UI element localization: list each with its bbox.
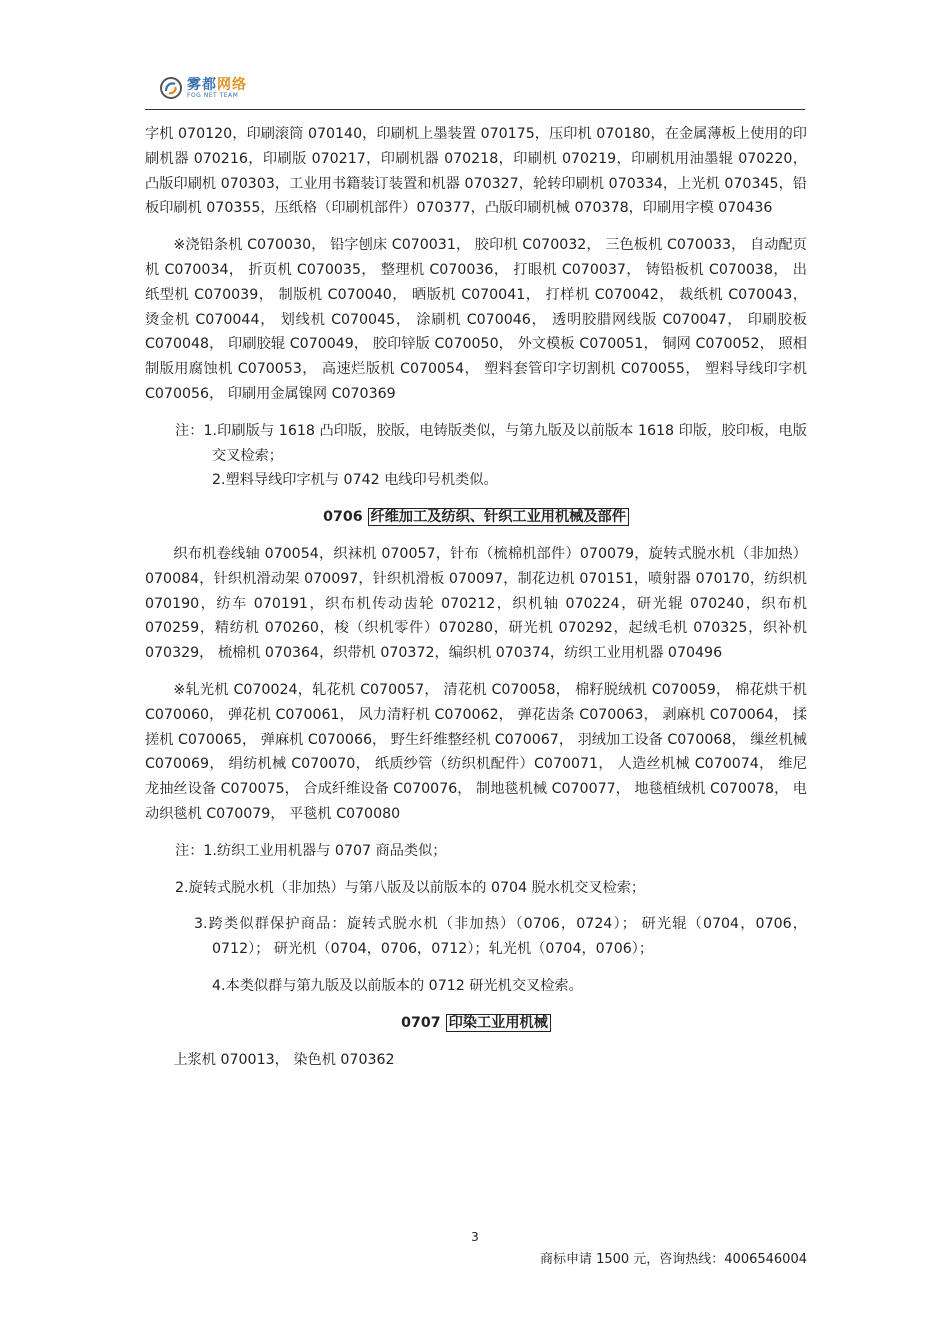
note-0705-item-1: 注：1.印刷版与 1618 凸印版，胶版，电铸版类似，与第九版及以前版本 1618 印版，胶印板，电版交叉检索； [175, 422, 807, 464]
note-0705-item-2: 2.塑料导线印字机与 0742 电线印号机类似。 [212, 472, 498, 489]
page-number: 3 [471, 1230, 479, 1244]
section-heading-0707: 0707 印染工业用机械 [145, 1011, 807, 1036]
paragraph-textile-c-codes: ※轧光机 C070024，轧花机 C070057， 清花机 C070058， 棉籽脱绒机 C070059， 棉花烘干机 C070060， 弹花机 C070061， 风力清籽机 C070062， 弹花齿条 C070063， 剥麻机 C070064， 揉搓机 C070065， 弹麻机 C070066， 野生纤维整经机 C070067， 羽绒加工设备 C070068， 缫丝机械 C070069， 绢纺机械 C070070， 纸质纱管（纺织机配件）C070071， 人造丝机械 C070074， 维尼龙抽丝设备 C070075， 合成纤维设备 C070076， 制地毯机械 C070077， 地毯植绒机 C070078， 电动织毯机 C070079， 平毯机 C070080 [145, 681, 807, 822]
paragraph-printing-c-codes: ※浇铅条机 C070030， 铅字刨床 C070031， 胶印机 C070032， 三色板机 C070033， 自动配页机 C070034， 折页机 C070035， 整理机 C070036， 打眼机 C070037， 铸铅板机 C070038， 出纸型机 C070039， 制版机 C070040， 晒版机 C070041， 打样机 C070042， 裁纸机 C070043， 烫金机 C070044， 划线机 C070045， 涂刷机 C070046， 透明胶腊网线版 C070047， 印刷胶板 C070048， 印刷胶辊 C070049， 胶印锌版 C070050， 外文模板 C070051， 铜网 C070052， 照相制版用腐蚀机 C070053， 高速烂版机 C070054， 塑料套管印字切割机 C070055， 塑料导线印字机 C070056， 印刷用金属镍网 C070369 [145, 237, 807, 402]
document-body [145, 122, 807, 1072]
page-header [145, 70, 805, 110]
footer-advertisement: 商标申请 1500 元，咨询热线：4006546004 [539, 1252, 807, 1267]
note-0706-item-1: 注：1.纺织工业用机器与 0707 商品类似； [175, 842, 447, 859]
header-divider [145, 109, 805, 110]
section-heading-0706: 0706 纤维加工及纺织、针织工业用机械及部件 [145, 505, 807, 530]
paragraph-printing-continued: 字机 070120，印刷滚筒 070140，印刷机上墨装置 070175，压印机 070180，在金属薄板上使用的印刷机器 070216，印刷版 070217，印刷机器 070218，印刷机 070219，印刷机用油墨辊 070220，凸版印刷机 070303，工业用书籍装订装置和机器 070327，轮转印刷机 070334，上光机 070345，铅板印刷机 070355，压纸格（印刷机部件）070377，凸版印刷机械 070378，印刷用字模 070436 [145, 126, 807, 217]
logo [159, 76, 247, 100]
paragraph-textile-machines: 织布机卷线轴 070054，织袜机 070057，针布（梳棉机部件）070079，旋转式脱水机（非加热）070084，针织机滑动架 070097，针织机滑板 070097，制花边机 070151，喷射器 070170，纺织机 070190，纺车 070191，织布机传动齿轮 070212，织机轴 070224，研光辊 070240，织布机 070259，精纺机 070260，梭（织机零件）070280，研光机 070292，起绒毛机 070325，织补机 070329， 梳棉机 070364，织带机 070372，编织机 070374，纺织工业用机器 070496 [145, 545, 807, 662]
logo-title: 雾都网络 [187, 76, 247, 93]
logo-subtitle: FOG NET TEAM [187, 91, 239, 99]
note-0706-item-3: 3.跨类似群保护商品：旋转式脱水机（非加热）（0706，0724）； 研光辊（0704，0706，0712）； 研光机（0704，0706，0712）；轧光机（0704，0706）； [194, 916, 807, 958]
logo-icon [159, 76, 183, 100]
note-0706-item-2: 2.旋转式脱水机（非加热）与第八版及以前版本的 0704 脱水机交叉检索； [175, 879, 646, 896]
note-0706-item-4: 4.本类似群与第九版及以前版本的 0712 研光机交叉检索。 [212, 977, 583, 994]
paragraph-dyeing-machines: 上浆机 070013， 染色机 070362 [173, 1051, 395, 1068]
